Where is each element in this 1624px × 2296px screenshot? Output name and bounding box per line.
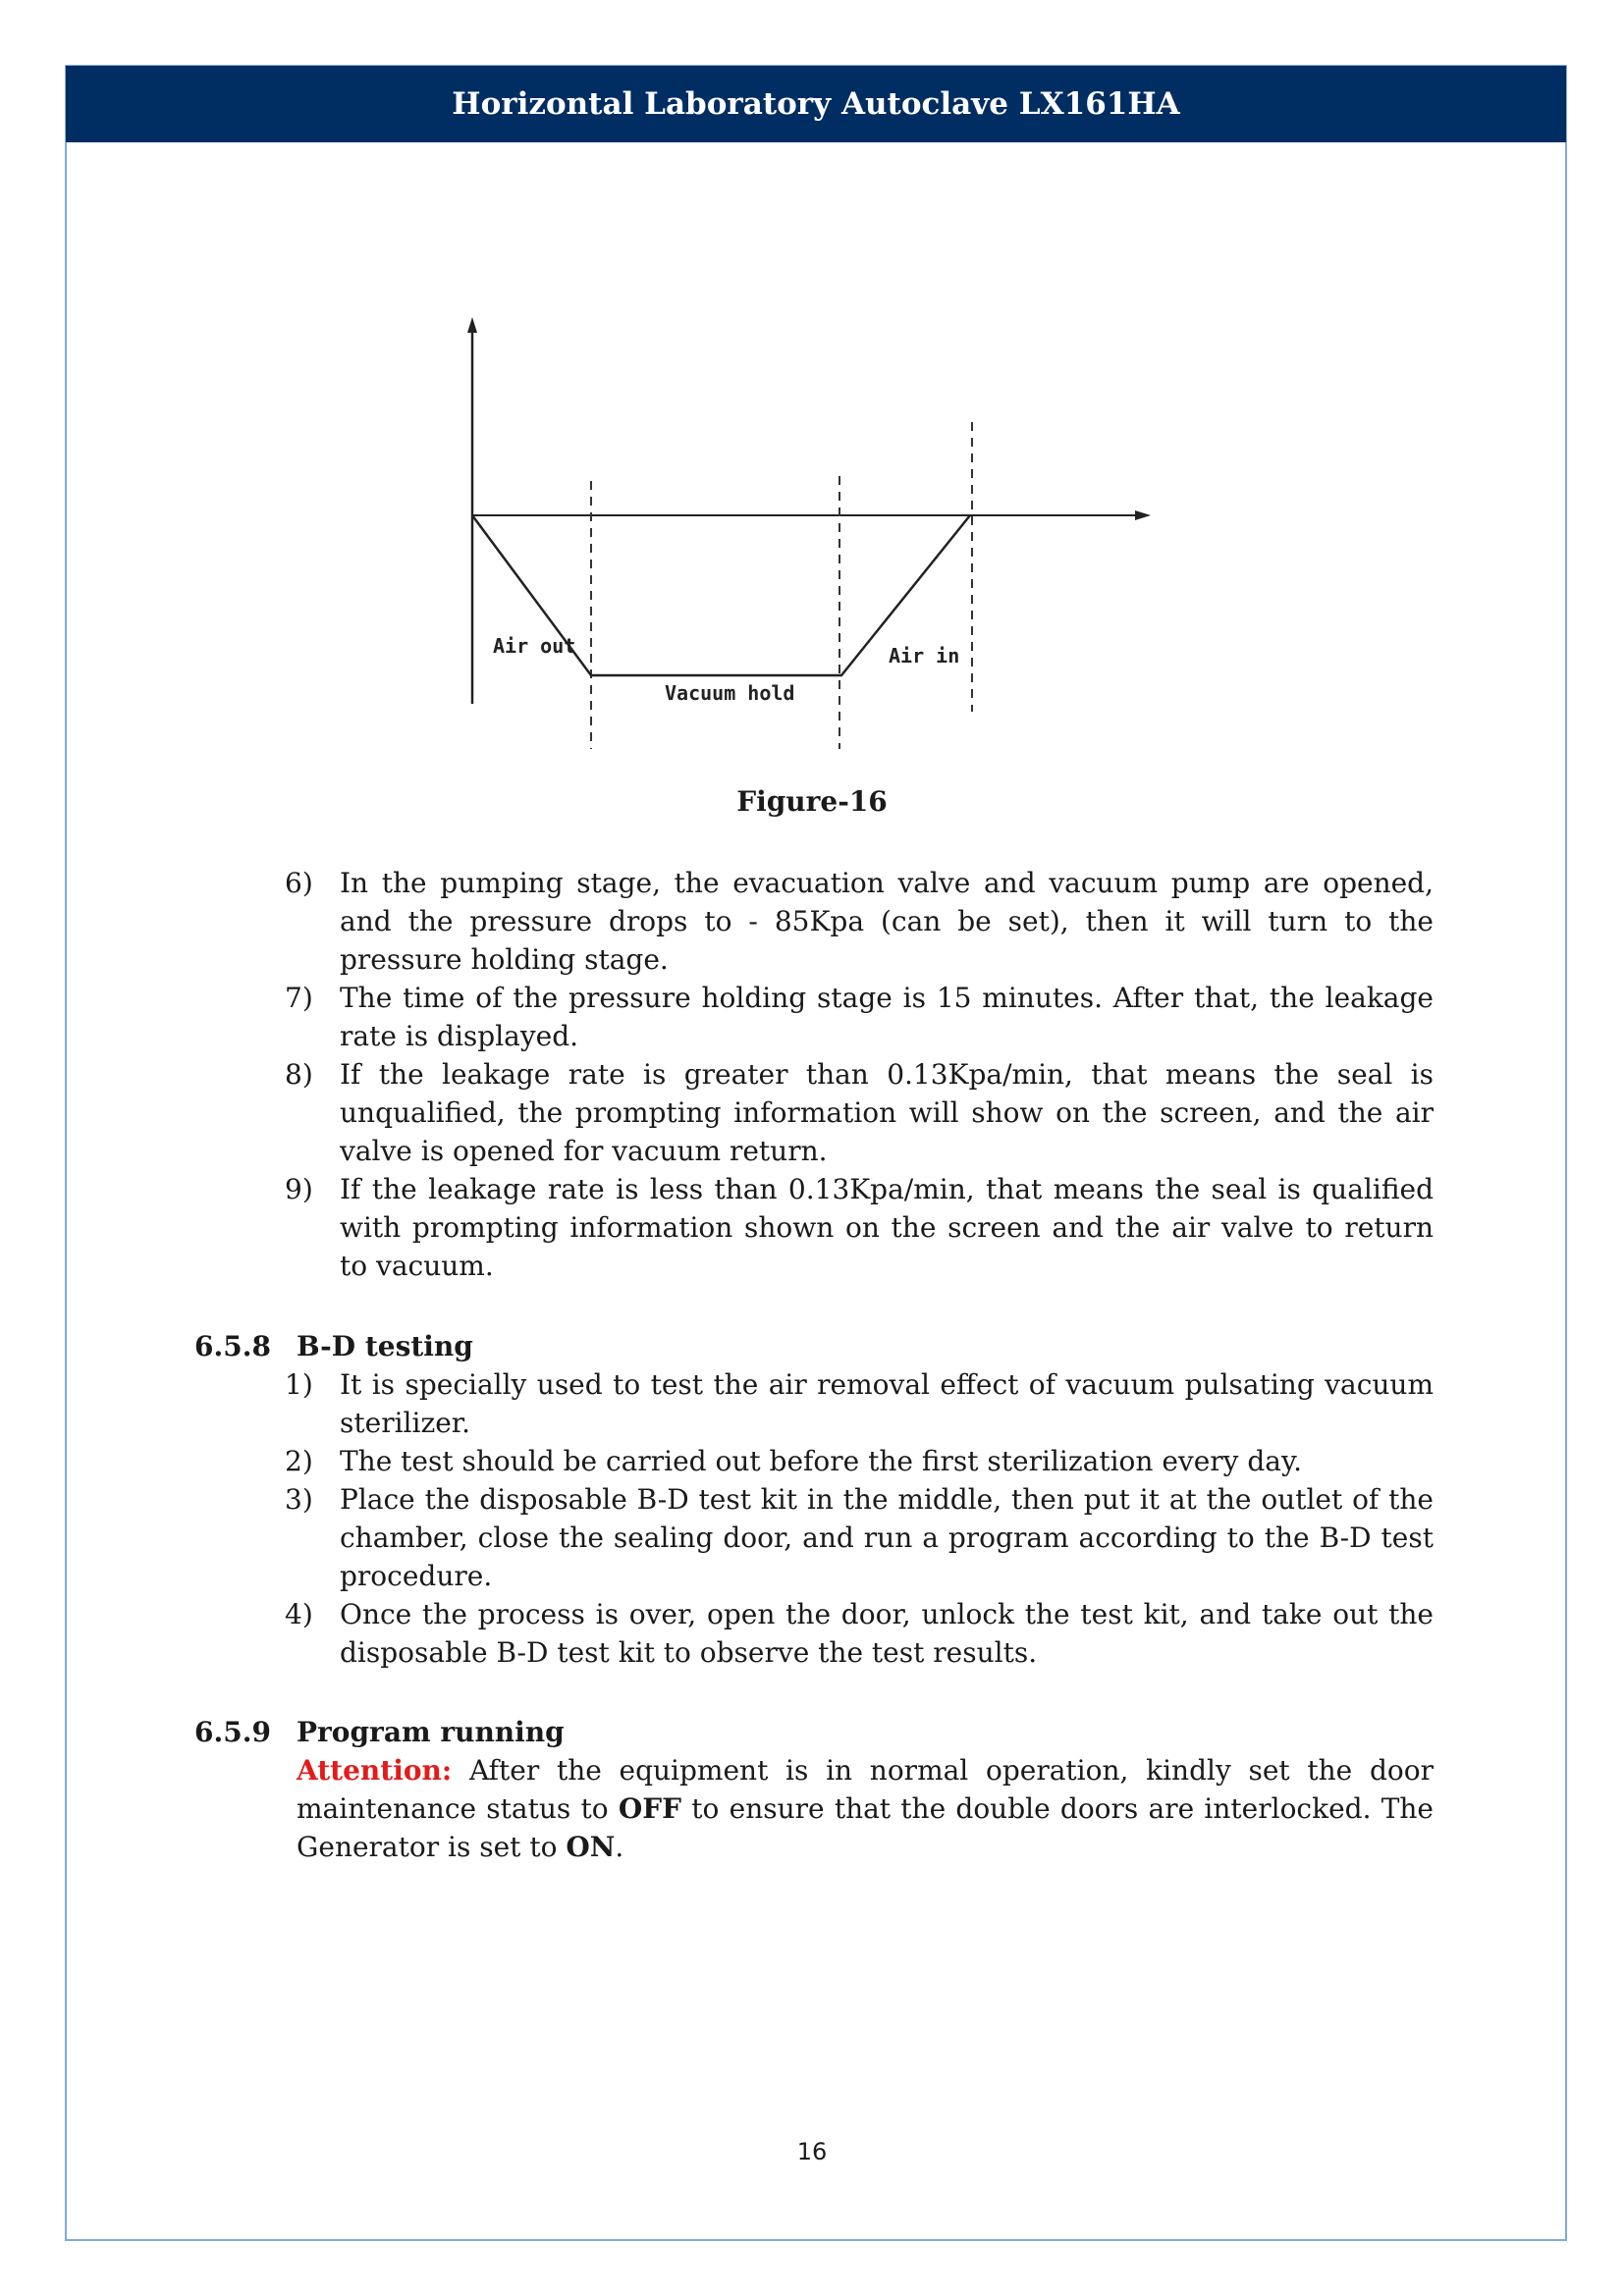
page-number: 16 [796,2138,828,2165]
list-item-number: 1) [285,1368,313,1401]
list-item [285,1480,1434,1595]
section-number: 6.5.8 [194,1330,271,1362]
list-item [285,1365,1434,1442]
list-item [285,1055,1434,1170]
list-item-number: 7) [285,982,313,1014]
attention-text-1: After the equipment is in normal operation, kindly set the door maintenance status to [297,1754,1434,1825]
list-item-text: If the leakage rate is greater than 0.13Kpa/min, that means the seal is unqualified, the prompting information will show on the screen, and the air valve is opened for vacuum return. [340,1058,1434,1167]
list-item-number: 4) [285,1598,313,1630]
list-item [285,979,1434,1055]
document-title: Horizontal Laboratory Autoclave LX161HA [452,86,1180,122]
leak-test-steps [285,864,1434,1285]
section-number: 6.5.9 [194,1716,271,1748]
list-item-text: The time of the pressure holding stage is 15 minutes. After that, the leakage rate is displayed. [340,982,1434,1052]
attention-on-value: ON [566,1831,616,1863]
section-title: B-D testing [297,1330,473,1362]
label-air-out: Air out [493,634,576,658]
y-axis-arrow [467,317,477,333]
attention-text-3: . [615,1831,624,1863]
list-item-number: 2) [285,1445,313,1477]
list-item-text: Once the process is over, open the door, unlock the test kit, and take out the disposable B-D test kit to observe the test results. [340,1598,1434,1669]
list-item-text: It is specially used to test the air removal effect of vacuum pulsating vacuum sterilizer. [340,1368,1434,1439]
attention-label: Attention: [297,1754,453,1787]
figure-16-diagram [452,309,1159,751]
list-item [285,1170,1434,1285]
list-item-number: 3) [285,1483,313,1516]
list-item-number: 8) [285,1058,313,1091]
section-heading-program-running [194,1713,565,1751]
list-item-text: In the pumping stage, the evacuation valve and vacuum pump are opened, and the pressure drops to - 85Kpa (can be set), then it will turn to the pressure holding stage. [340,867,1434,976]
list-item-number: 9) [285,1173,313,1205]
list-item [285,1595,1434,1672]
list-item-text: Place the disposable B-D test kit in the middle, then put it at the outlet of the chamber, close the sealing door, and run a program according to the B-D test procedure. [340,1483,1434,1592]
document-header [66,66,1566,142]
label-air-in: Air in [889,644,960,667]
list-item-text: If the leakage rate is less than 0.13Kpa/min, that means the seal is qualified with prompting information shown on the screen and the air valve to return to vacuum. [340,1173,1434,1282]
list-item-text: The test should be carried out before the first sterilization every day. [340,1445,1302,1477]
list-item [285,864,1434,979]
list-item-number: 6) [285,867,313,899]
attention-off-value: OFF [618,1792,682,1825]
section-title: Program running [297,1716,565,1748]
attention-text-2: to ensure that the double doors are interlocked. The Generator is set to [297,1792,1434,1863]
label-vacuum-hold: Vacuum hold [665,681,795,705]
x-axis-arrow [1135,510,1151,520]
figure-caption: Figure-16 [736,785,888,818]
section-heading-bd-testing [194,1327,473,1365]
list-item [285,1442,1434,1480]
bd-testing-steps [285,1365,1434,1672]
attention-note [297,1751,1434,1866]
